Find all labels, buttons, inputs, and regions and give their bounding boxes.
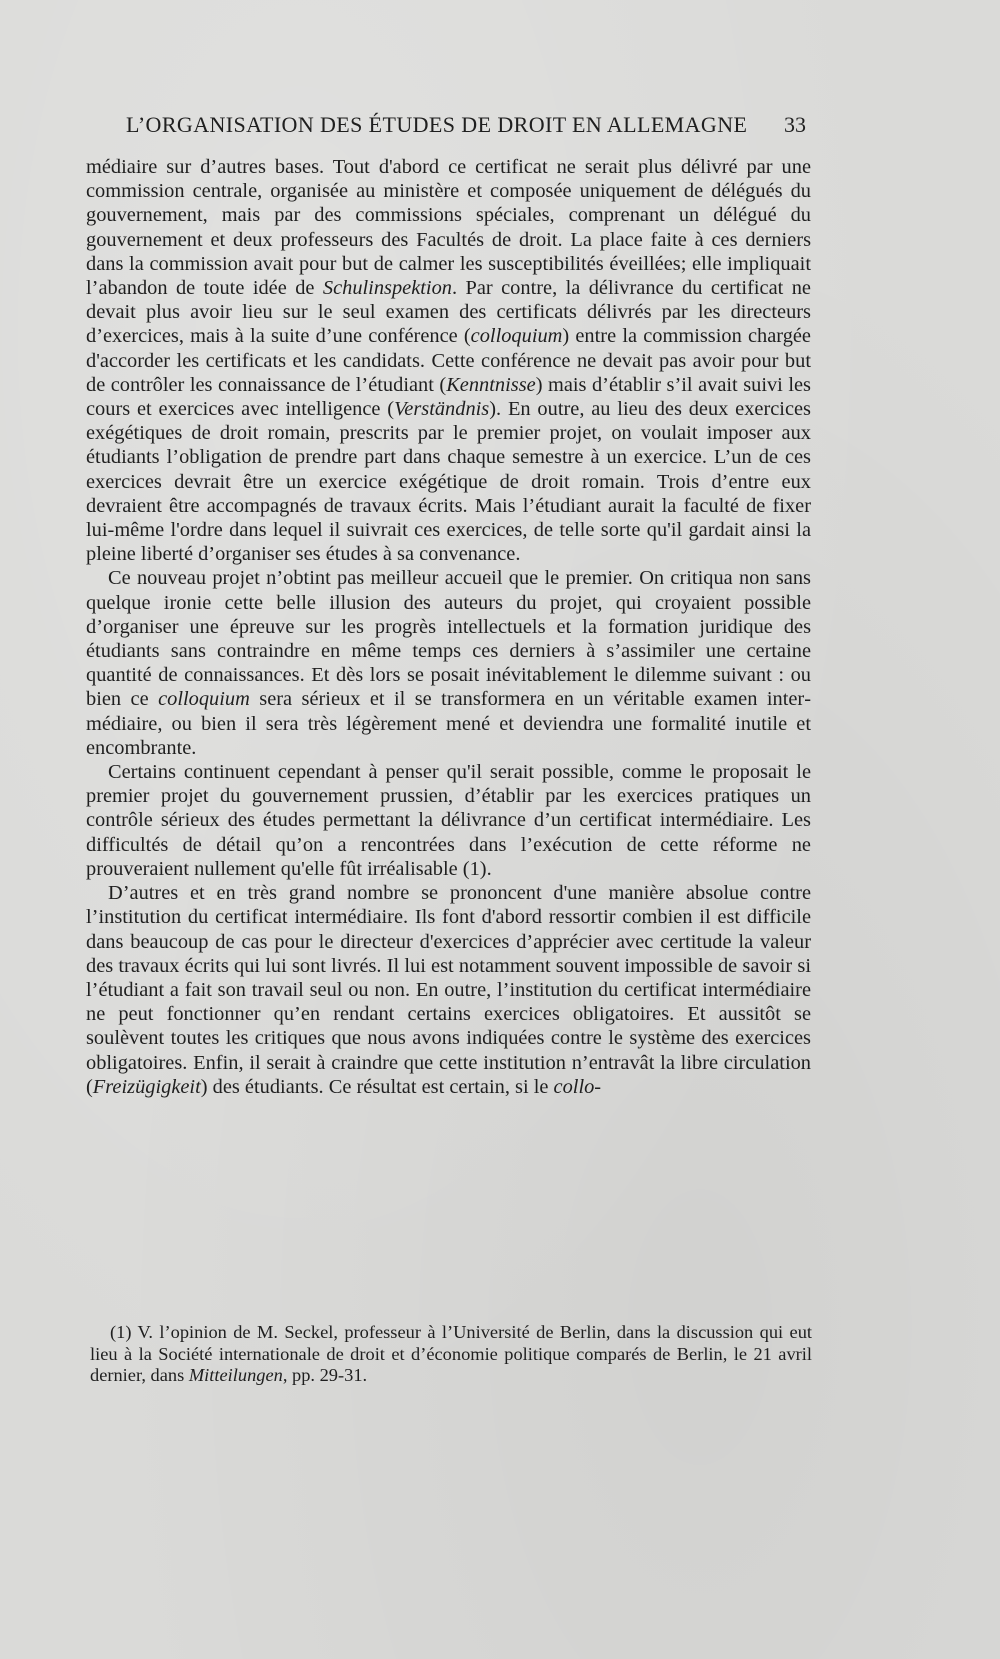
text-run: Ce nouveau projet n’obtint pas meilleur accueil que le premier. On critiqua non sans quelque ironie cette belle illusion des auteurs du projet, qui croyaient possible d’organiser une épreuve sur les progrès intellectuels et la formation juridique des étudiants sans contraindre en même temps ces derniers à s’assimiler une certaine quantité de connaissances. Et dès lors se posait inévitablement le dilemme suivant : ou bien ce [86,567,811,711]
text-run: ) entre la commission chargée d'accorder les certificats et les candidats. Cette conférence ne devait pas avoir pour but de contrôler les connaissance de l’étudiant ( [86,325,811,396]
footnote [90,1322,812,1387]
text-run: , pp. 29-31. [282,1365,368,1385]
paragraph [86,881,811,1099]
italic-text-run: Kenntnisse [446,373,536,396]
paragraph [86,566,811,760]
paragraph [86,155,811,566]
text-run: Certains continuent cependant à penser qu'il serait possible, comme le proposait le premier projet du gouvernement prussien, d’établir par les exercices pratiques un contrôle sérieux des études permettant la délivrance d’un certificat intermédiaire. Les difficultés de détail qu’on a rencontrées dans l’exécution de cette réforme ne prouveraient nullement qu'elle fût irréalisable (1). [86,761,811,880]
italic-text-run: Freizügigkeit [92,1075,201,1098]
italic-text-run: Verständnis [394,398,490,421]
text-run: ) mais d’établir s’il avait suivi les cours et exercices avec intelligence ( [86,373,811,421]
text-run: ). En outre, au lieu des deux exercices exégétiques de droit romain, prescrits par le premier projet, on voulait imposer aux étudiants l’obligation de prendre part dans chaque semestre à un exercice. L’un de ces exercices devrait être un exercice exégétique de droit romain. Trois d’entre eux devraient être accompagnés de travaux écrits. Mais l’étudiant aurait la faculté de fixer lui-même l'ordre dans lequel il suivrait ces exercices, de telle sorte qu'il gardait ainsi la pleine liberté d’organiser ses études à sa convenance. [86,398,811,566]
footnote-text [90,1322,812,1387]
italic-text-run: colloquium [158,688,250,711]
italic-text-run: Schulinspektion [322,277,452,300]
text-run: D’autres et en très grand nombre se prononcent d'une manière absolue contre l’institution du certificat intermédiaire. Ils font d'abord ressortir combien il est difficile dans beaucoup de cas pour le directeur d'exercices d’apprécier avec certitude la valeur des travaux écrits qui lui sont livrés. Il lui est notamment souvent impossible de savoir si l’étudiant a fait son travail seul ou non. En outre, l’institution du certificat intermédiaire ne peut fonctionner qu’en rendant certains exercices obligatoires. Et aussitôt se soulèvent toutes les critiques que nous avons indiquées contre le système des exercices obligatoires. Enfin, il serait à craindre que cette institution n’entravât la libre circulation ( [86,882,811,1098]
text-run: . Par contre, la délivrance du certificat ne devait plus avoir lieu sur le seul examen des certificats délivrés par les directeurs d’exercices, mais à la suite d’une conférence ( [86,277,811,348]
running-title: L’ORGANISATION DES ÉTUDES DE DROIT EN ALLEMAGNE [126,112,748,137]
page-header [126,112,806,142]
paragraph [86,760,811,881]
text-run: médiaire sur d’autres bases. Tout d'abord ce certificat ne serait plus délivré par une commission centrale, organisée au ministère et composée uniquement de délégués du gouvernement, mais par des commissions spéciales, comprenant un délégué du gouvernement et deux professeurs des Facultés de droit. La place faite à ces derniers dans la commission avait pour but de calmer les susceptibilités éveillées; elle impliquait l’abandon de toute idée de [86,156,811,300]
body-text [86,155,811,1099]
italic-text-run: collo- [553,1075,602,1098]
text-run: (1) V. l’opinion de M. Seckel, professeur à l’Université de Berlin, dans la discussion qui eut lieu à la Société internationale de droit et d’économie politique comparés de Berlin, le 21 avril dernier, dans [90,1322,812,1385]
italic-text-run: colloquium [470,325,563,348]
page-number: 33 [784,112,806,137]
italic-text-run: Mitteilungen [188,1365,283,1385]
text-run: ) des étudiants. Ce résultat est certain, si le [200,1075,554,1098]
text-run: sera sérieux et il se transformera en un véritable examen intermédiaire, ou bien il sera très légèrement mené et deviendra une formalité inutile et encombrante. [86,688,811,759]
